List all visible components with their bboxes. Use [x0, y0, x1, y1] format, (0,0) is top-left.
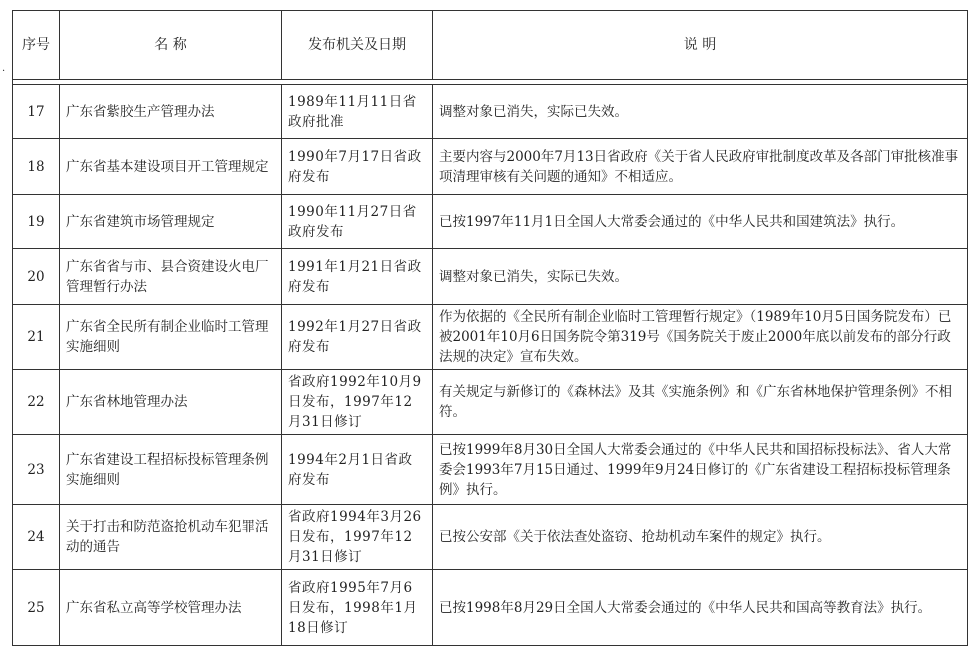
row-name: 广东省全民所有制企业临时工管理实施细则	[60, 305, 282, 370]
row-number: 25	[13, 570, 60, 646]
table-row	[13, 435, 968, 505]
row-number: 18	[13, 139, 60, 195]
table-row	[13, 505, 968, 570]
row-number: 24	[13, 505, 60, 570]
table-row	[13, 195, 968, 249]
header-seq: 序号	[13, 11, 60, 80]
row-number: 20	[13, 249, 60, 305]
row-issuer-date: 1990年11月27日省政府发布	[282, 195, 433, 249]
row-number: 22	[13, 370, 60, 435]
row-name: 广东省省与市、县合资建设火电厂管理暂行办法	[60, 249, 282, 305]
row-name: 广东省林地管理办法	[60, 370, 282, 435]
table-row	[13, 370, 968, 435]
row-name: 关于打击和防范盗抢机动车犯罪活动的通告	[60, 505, 282, 570]
row-note: 有关规定与新修订的《森林法》及其《实施条例》和《广东省林地保护管理条例》不相符。	[433, 370, 968, 435]
row-issuer-date: 省政府1994年3月26日发布，1997年12月31日修订	[282, 505, 433, 570]
row-name: 广东省建筑市场管理规定	[60, 195, 282, 249]
row-number: 17	[13, 85, 60, 139]
row-issuer-date: 1989年11月11日省政府批准	[282, 85, 433, 139]
regulation-table	[12, 10, 968, 646]
row-note: 作为依据的《全民所有制企业临时工管理暂行规定》（1989年10月5日国务院发布）已被2001年10月6日国务院令第319号《国务院关于废止2000年底以前发布的部分行政法规的决定》宣布失效。	[433, 305, 968, 370]
row-note: 已按公安部《关于依法查处盗窃、抢劫机动车案件的规定》执行。	[433, 505, 968, 570]
table-row	[13, 305, 968, 370]
row-issuer-date: 省政府1992年10月9日发布，1997年12月31日修订	[282, 370, 433, 435]
header-issuer-date: 发布机关及日期	[282, 11, 433, 80]
row-issuer-date: 1990年7月17日省政府发布	[282, 139, 433, 195]
row-note: 已按1997年11月1日全国人大常委会通过的《中华人民共和国建筑法》执行。	[433, 195, 968, 249]
row-issuer-date: 1992年1月27日省政府发布	[282, 305, 433, 370]
row-note: 已按1999年8月30日全国人大常委会通过的《中华人民共和国招标投标法》、省人大常委会1993年7月15日通过、1999年9月24日修订的《广东省建设工程招标投标管理条例》执行。	[433, 435, 968, 505]
row-name: 广东省私立高等学校管理办法	[60, 570, 282, 646]
row-name: 广东省建设工程招标投标管理条例实施细则	[60, 435, 282, 505]
scan-mark: ·	[2, 66, 6, 77]
row-name: 广东省基本建设项目开工管理规定	[60, 139, 282, 195]
row-number: 23	[13, 435, 60, 505]
table-row	[13, 570, 968, 646]
row-name: 广东省紫胶生产管理办法	[60, 85, 282, 139]
row-issuer-date: 1991年1月21日省政府发布	[282, 249, 433, 305]
row-number: 21	[13, 305, 60, 370]
row-note: 调整对象已消失，实际已失效。	[433, 249, 968, 305]
row-issuer-date: 省政府1995年7月6日发布，1998年1月18日修订	[282, 570, 433, 646]
row-note: 主要内容与2000年7月13日省政府《关于省人民政府审批制度改革及各部门审批核准事项清理审核有关问题的通知》不相适应。	[433, 139, 968, 195]
header-note: 说 明	[433, 11, 968, 80]
row-number: 19	[13, 195, 60, 249]
header-row	[13, 11, 968, 80]
table-row	[13, 139, 968, 195]
table-row	[13, 249, 968, 305]
row-note: 调整对象已消失，实际已失效。	[433, 85, 968, 139]
header-name: 名 称	[60, 11, 282, 80]
table-row	[13, 85, 968, 139]
row-issuer-date: 1994年2月1日省政府发布	[282, 435, 433, 505]
row-note: 已按1998年8月29日全国人大常委会通过的《中华人民共和国高等教育法》执行。	[433, 570, 968, 646]
regulation-table-sheet	[12, 10, 967, 648]
